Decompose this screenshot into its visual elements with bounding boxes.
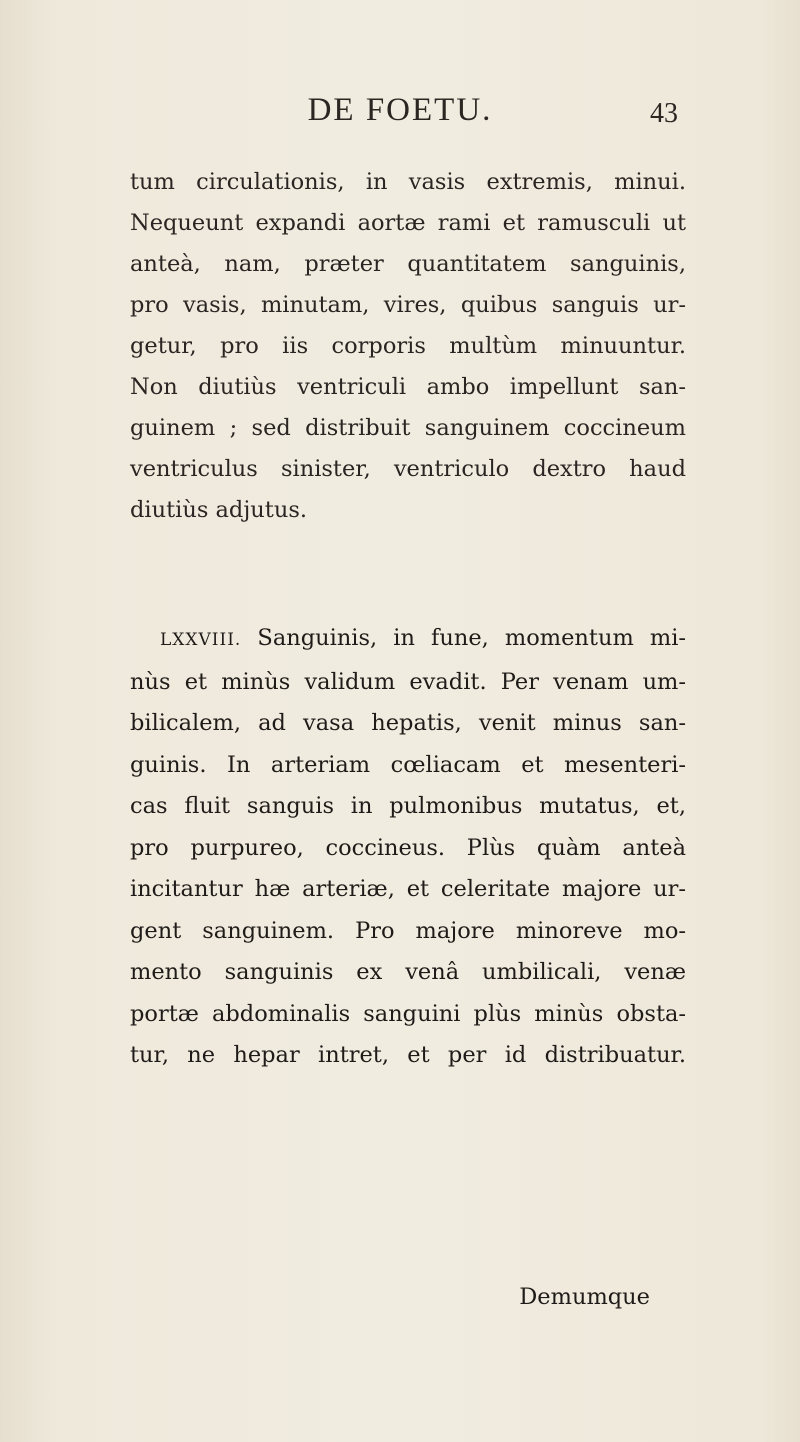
text-line: guinis. In arteriam cœliacam et mesenteri-	[130, 751, 686, 778]
text-line: guinem ; sed distribuit sanguinem coccineum	[130, 415, 686, 441]
section-number: LXXVIII.	[160, 630, 242, 650]
paragraph-1	[130, 162, 686, 531]
first-line-text: Sanguinis, in fune, momentum mi-	[257, 625, 686, 651]
text-line: nùs et minùs validum evadit. Per venam um-	[130, 668, 686, 695]
text-line: gent sanguinem. Pro majore minoreve mo-	[130, 917, 686, 944]
text-line: tum circulationis, in vasis extremis, minui.	[130, 169, 686, 195]
text-line: pro purpureo, coccineus. Plùs quàm anteà	[130, 834, 686, 861]
text-line: ventriculus sinister, ventriculo dextro haud	[130, 456, 686, 482]
text-line: pro vasis, minutam, vires, quibus sanguis ur-	[130, 292, 686, 318]
running-title: DE FOETU.	[307, 92, 493, 128]
text-line: incitantur hæ arteriæ, et celeritate majore ur-	[130, 876, 686, 902]
text-line: bilicalem, ad vasa hepatis, venit minus san-	[130, 710, 686, 736]
text-line: Non diutiùs ventriculi ambo impellunt san-	[130, 374, 686, 400]
text-line: anteà, nam, præter quantitatem sanguinis,	[130, 251, 686, 277]
page-header	[0, 92, 800, 132]
text-line: diutiùs adjutus.	[130, 497, 308, 523]
catchword: Demumque	[519, 1284, 650, 1310]
text-line: mento sanguinis ex venâ umbilicali, venæ	[130, 959, 686, 985]
text-line: portæ abdominalis sanguini plùs minùs obsta-	[130, 1000, 686, 1027]
text-line: Nequeunt expandi aortæ rami et ramusculi ut	[130, 210, 686, 236]
paragraph-2	[130, 618, 686, 1077]
text-line: cas fluit sanguis in pulmonibus mutatus, et,	[130, 793, 686, 819]
page-number: 43	[650, 98, 678, 129]
text-line: tur, ne hepar intret, et per id distribuatur.	[130, 1042, 686, 1068]
text-line: getur, pro iis corporis multùm minuuntur.	[130, 333, 686, 359]
text-line-first	[130, 618, 686, 662]
